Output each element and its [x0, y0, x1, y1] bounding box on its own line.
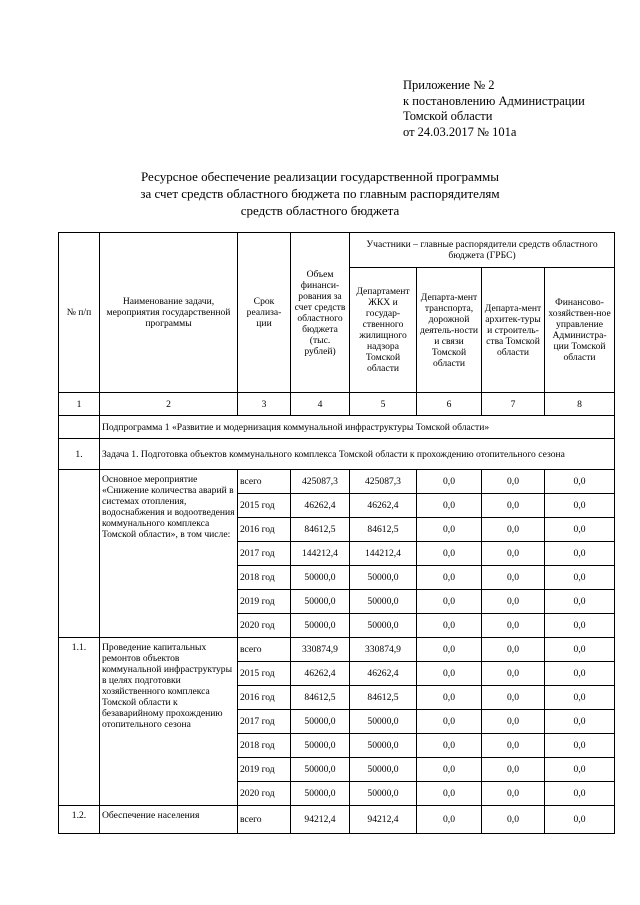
term-cell: 2015 год	[238, 662, 291, 686]
col-number: 6	[417, 393, 482, 416]
grbs3-cell: 0,0	[482, 566, 545, 590]
grbs4-cell: 0,0	[545, 686, 615, 710]
col-number: 4	[291, 393, 350, 416]
measure-name: Проведение капитальных ремонтов объектов коммунальной инфраструктуры в целях подготовки хозяйственного комплекса Томской области к безаварийному прохождению отопительного сезона	[100, 638, 238, 806]
grbs4-cell: 0,0	[545, 494, 615, 518]
volume-cell: 94212,4	[291, 806, 350, 834]
header-participants: Участники – главные распорядители средств областного бюджета (ГРБС)	[350, 233, 615, 268]
grbs3-cell: 0,0	[482, 494, 545, 518]
grbs3-cell: 0,0	[482, 518, 545, 542]
term-cell: 2015 год	[238, 494, 291, 518]
grbs4-cell: 0,0	[545, 758, 615, 782]
volume-cell: 50000,0	[291, 614, 350, 638]
grbs3-cell: 0,0	[482, 638, 545, 662]
term-cell: всего	[238, 470, 291, 494]
header-grbs-4: Финансово-хозяйствен-ное управление Администра-ции Томской области	[545, 268, 615, 393]
grbs2-cell: 0,0	[417, 734, 482, 758]
term-cell: 2016 год	[238, 686, 291, 710]
grbs4-cell: 0,0	[545, 638, 615, 662]
grbs1-cell: 50000,0	[350, 614, 417, 638]
volume-cell: 50000,0	[291, 590, 350, 614]
grbs1-cell: 50000,0	[350, 590, 417, 614]
document-title	[0, 168, 640, 219]
row-number: 1.2.	[59, 806, 100, 834]
grbs3-cell: 0,0	[482, 470, 545, 494]
term-cell: 2019 год	[238, 590, 291, 614]
title-line: Ресурсное обеспечение реализации государственной программы	[140, 169, 500, 184]
term-cell: 2020 год	[238, 614, 291, 638]
subprogram-title: Подпрограмма 1 «Развитие и модернизация коммунальной инфраструктуры Томской области»	[100, 416, 615, 439]
grbs3-cell: 0,0	[482, 710, 545, 734]
grbs1-cell: 94212,4	[350, 806, 417, 834]
grbs4-cell: 0,0	[545, 734, 615, 758]
term-cell: 2016 год	[238, 518, 291, 542]
grbs3-cell: 0,0	[482, 542, 545, 566]
grbs4-cell: 0,0	[545, 710, 615, 734]
grbs4-cell: 0,0	[545, 518, 615, 542]
grbs4-cell: 0,0	[545, 542, 615, 566]
grbs1-cell: 50000,0	[350, 710, 417, 734]
grbs4-cell: 0,0	[545, 590, 615, 614]
header-term: Срок реализа-ции	[238, 233, 291, 393]
grbs1-cell: 425087,3	[350, 470, 417, 494]
grbs1-cell: 46262,4	[350, 662, 417, 686]
grbs3-cell: 0,0	[482, 686, 545, 710]
table-row	[59, 806, 615, 834]
grbs4-cell: 0,0	[545, 662, 615, 686]
grbs4-cell: 0,0	[545, 614, 615, 638]
task-row	[59, 439, 615, 470]
task-num: 1.	[59, 439, 100, 470]
table-row	[59, 638, 615, 662]
volume-cell: 84612,5	[291, 686, 350, 710]
grbs2-cell: 0,0	[417, 638, 482, 662]
grbs1-cell: 144212,4	[350, 542, 417, 566]
grbs1-cell: 46262,4	[350, 494, 417, 518]
header-grbs-1: Департамент ЖКХ и государ-ственного жилищного надзора Томской области	[350, 268, 417, 393]
grbs3-cell: 0,0	[482, 806, 545, 834]
header-row	[59, 233, 615, 268]
grbs1-cell: 84612,5	[350, 686, 417, 710]
header-volume: Объем финанси-рования за счет средств областного бюджета (тыс. рублей)	[291, 233, 350, 393]
subprogram-row	[59, 416, 615, 439]
volume-cell: 50000,0	[291, 710, 350, 734]
grbs3-cell: 0,0	[482, 590, 545, 614]
term-cell: 2020 год	[238, 782, 291, 806]
grbs2-cell: 0,0	[417, 518, 482, 542]
grbs4-cell: 0,0	[545, 782, 615, 806]
grbs3-cell: 0,0	[482, 614, 545, 638]
term-cell: 2018 год	[238, 566, 291, 590]
grbs2-cell: 0,0	[417, 614, 482, 638]
grbs2-cell: 0,0	[417, 710, 482, 734]
header-grbs-3: Департа-мент архитек-туры и строитель-ства Томской области	[482, 268, 545, 393]
table-row	[59, 470, 615, 494]
grbs2-cell: 0,0	[417, 590, 482, 614]
col-number: 7	[482, 393, 545, 416]
grbs2-cell: 0,0	[417, 542, 482, 566]
header-grbs-2: Департа-мент транспорта, дорожной деятель-ности и связи Томской области	[417, 268, 482, 393]
title-line: за счет средств областного бюджета по главным распорядителям	[140, 186, 500, 201]
grbs3-cell: 0,0	[482, 782, 545, 806]
appendix-line: Приложение № 2	[403, 78, 495, 92]
grbs3-cell: 0,0	[482, 758, 545, 782]
grbs2-cell: 0,0	[417, 494, 482, 518]
volume-cell: 46262,4	[291, 662, 350, 686]
subprogram-num	[59, 416, 100, 439]
grbs1-cell: 84612,5	[350, 518, 417, 542]
grbs1-cell: 50000,0	[350, 758, 417, 782]
measure-name: Обеспечение населения	[100, 806, 238, 834]
col-number: 2	[100, 393, 238, 416]
col-number: 1	[59, 393, 100, 416]
volume-cell: 425087,3	[291, 470, 350, 494]
term-cell: 2018 год	[238, 734, 291, 758]
col-number: 3	[238, 393, 291, 416]
grbs2-cell: 0,0	[417, 758, 482, 782]
grbs2-cell: 0,0	[417, 662, 482, 686]
title-line: средств областного бюджета	[240, 203, 400, 218]
volume-cell: 46262,4	[291, 494, 350, 518]
volume-cell: 84612,5	[291, 518, 350, 542]
appendix-line: Томской области	[403, 109, 493, 123]
column-number-row	[59, 393, 615, 416]
grbs2-cell: 0,0	[417, 470, 482, 494]
term-cell: всего	[238, 638, 291, 662]
grbs4-cell: 0,0	[545, 806, 615, 834]
term-cell: 2017 год	[238, 710, 291, 734]
grbs2-cell: 0,0	[417, 806, 482, 834]
measure-name: Основное мероприятие «Снижение количества аварий в системах отопления, водоснабжения и водоотведения коммунального комплекса Томской области», в том числе:	[100, 470, 238, 638]
appendix-block	[403, 78, 585, 140]
volume-cell: 144212,4	[291, 542, 350, 566]
grbs1-cell: 50000,0	[350, 734, 417, 758]
grbs3-cell: 0,0	[482, 662, 545, 686]
term-cell: всего	[238, 806, 291, 834]
volume-cell: 330874,9	[291, 638, 350, 662]
grbs4-cell: 0,0	[545, 470, 615, 494]
grbs1-cell: 330874,9	[350, 638, 417, 662]
term-cell: 2019 год	[238, 758, 291, 782]
appendix-line: от 24.03.2017 № 101а	[403, 124, 517, 139]
row-number	[59, 470, 100, 638]
col-number: 5	[350, 393, 417, 416]
grbs1-cell: 50000,0	[350, 566, 417, 590]
col-number: 8	[545, 393, 615, 416]
grbs4-cell: 0,0	[545, 566, 615, 590]
grbs1-cell: 50000,0	[350, 782, 417, 806]
volume-cell: 50000,0	[291, 566, 350, 590]
grbs2-cell: 0,0	[417, 566, 482, 590]
task-title: Задача 1. Подготовка объектов коммунального комплекса Томской области к прохождению отопительного сезона	[100, 439, 615, 470]
resource-table	[58, 232, 615, 834]
grbs2-cell: 0,0	[417, 782, 482, 806]
appendix-line: к постановлению Администрации	[403, 93, 585, 108]
grbs3-cell: 0,0	[482, 734, 545, 758]
header-name: Наименование задачи, мероприятия государственной программы	[100, 233, 238, 393]
volume-cell: 50000,0	[291, 758, 350, 782]
grbs2-cell: 0,0	[417, 686, 482, 710]
row-number: 1.1.	[59, 638, 100, 806]
term-cell: 2017 год	[238, 542, 291, 566]
volume-cell: 50000,0	[291, 734, 350, 758]
header-num: № п/п	[59, 233, 100, 393]
volume-cell: 50000,0	[291, 782, 350, 806]
